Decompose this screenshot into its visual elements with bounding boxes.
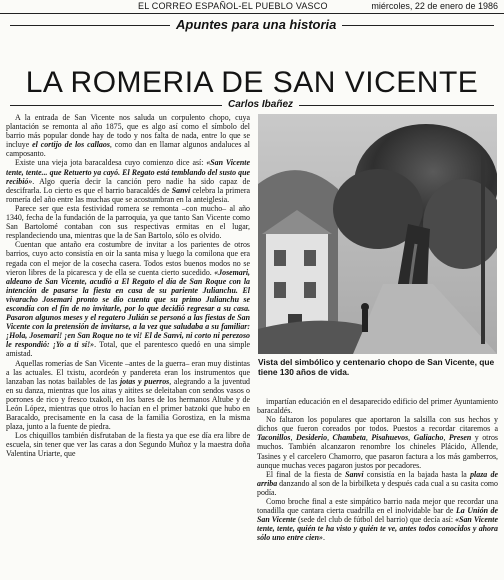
text-run: . — [322, 533, 325, 543]
text-run: , alegrando a la juventud en su danza, mientras que los aitas y aitites se deleitaban con sendos vasos o porrones de rico y fresco txakoli, en los bares de los hermanos Altube y de León López, mientras que otros lo hacían en el primer batzoki que hubo en Baracaldo, precisamente en la casa de la familia Gorostiza, en la misma plaza, junto a la fuente de piedra. — [6, 376, 250, 432]
italic-text-run: Sanvi — [171, 185, 191, 195]
italic-text-run: Desiderio — [295, 433, 328, 443]
article-paragraph — [6, 204, 250, 240]
text-run: consistía en la bajada hasta la — [363, 469, 471, 479]
text-run: Aquellas romerías de San Vicente –antes de la guerra– eran muy distintas a las actuales. El txistu, acordeón y pandereta eran los instrumentos que lanzaban las notas bailables de las — [6, 358, 250, 386]
text-run: , — [443, 433, 449, 443]
italic-text-run: Taconillos — [257, 433, 291, 443]
italic-text-run: Galiacho — [413, 433, 444, 443]
italic-text-run: «San Vicente tente, tente, quién te ha visto y quién te ve, antes todos conocidos y ahora sólo uno entre cien» — [257, 515, 498, 543]
italic-text-run: el cortijo de los callaos — [32, 140, 110, 150]
text-run: A la entrada de San Vicente nos saluda un corpulento chopo, cuya plantación se remonta al año 1875, que es algo así como el símbolo del barrio más popular donde hay de todo y nos falta de nada, entre lo que se incluye — [6, 113, 250, 150]
article-paragraph — [257, 397, 498, 415]
publication-name: EL CORREO ESPAÑOL-EL PUEBLO VASCO — [138, 1, 328, 11]
text-run: danzando al son de la birbilketa y después cada cual a su casita como podía. — [257, 478, 498, 497]
article-photo — [258, 114, 497, 354]
text-run: Cuentan que antaño era costumbre de invitar a los parientes de otros barrios, cuyo acto consistía en oir la santa misa y luego la comilona que era regada con el mejor de la cosecha casera. Todos estos buenos modos no se vieron libres de la picaresca y de ella se cuenta cierto sucedido. — [6, 240, 250, 277]
article-paragraph — [6, 113, 250, 158]
article-paragraph — [257, 497, 498, 542]
text-run: celebra la primera romería del año entre las muchas que se acostumbran en la anteiglesia. — [6, 185, 250, 204]
text-run: Como broche final a este simpático barrio nada mejor que recordar una tonadilla que cantara cierta cuadrilla en el inolvidable bar de — [257, 497, 498, 516]
section-bar — [10, 17, 494, 33]
text-run: impartían educación en el desaparecido edificio del primer Ayuntamiento baracaldés. — [257, 397, 498, 416]
photo-caption: Vista del simbólico y centenario chopo de San Vicente, que tiene 130 años de vida. — [258, 357, 495, 377]
newspaper-header — [0, 0, 504, 14]
publication-date: miércoles, 22 de enero de 1986 — [371, 1, 498, 11]
text-run: (sede del club de fútbol del barrio) que decía así: — [295, 515, 456, 525]
text-run: . Algo quería decir la canción pero nadie ha sido capaz de descifrarla. Lo cierto es que el barrio baracaldés de — [6, 176, 250, 195]
italic-text-run: jotas y puerros — [119, 376, 170, 386]
italic-text-run: Sanvi — [345, 469, 364, 479]
italic-text-run: plaza de arriba — [257, 469, 498, 488]
italic-text-run: «San Vicente tente, tente... que Retuerto ya cayó. El Regato está temblando del susto que recibió» — [6, 158, 250, 186]
article-body-right-column — [257, 397, 498, 580]
text-run: y otros muchos. También alcanzaron renombre los chineles Plácido, Allende, Tasines y el carcelero Chamorro, que pasaron factura a los más gamberros, aunque muchas veces pagaron justos por pecadores. — [257, 433, 498, 470]
text-run: Los chiquillos también disfrutaban de la fiesta ya que ese día era libre de escuela, sin tener que ver las caras a don Segundo Muñoz y la maestra doña Valentina Uriarte, que — [6, 431, 250, 459]
italic-text-run: Presen — [448, 433, 472, 443]
text-run: , — [290, 433, 296, 443]
byline-row — [10, 99, 494, 111]
italic-text-run: Chambeta — [332, 433, 366, 443]
article-paragraph — [257, 470, 498, 497]
text-run: , como dan en llamar algunos andaluces al camposanto. — [6, 140, 250, 159]
article-paragraph — [6, 359, 250, 432]
article-paragraph — [6, 158, 250, 203]
article-paragraph — [6, 240, 250, 358]
italic-text-run: La Unión de San Vicente — [257, 506, 498, 525]
article-byline: Carlos Ibañez — [222, 99, 299, 111]
poplar-tree-photo — [258, 114, 497, 354]
section-label: Apuntes para una historia — [170, 17, 342, 33]
text-run: El final de la fiesta de — [266, 469, 346, 479]
italic-text-run: «Josemari, aldeano de San Vicente, acudió a El Regato el día de San Roque con la intención de pasarse la fiesta en casa de su pariente Julianchu. El vivaracho Josemari pronto se dio cuenta que su primo Julianchu se escondía con el fin de no invitarle, por lo que decidió regresar a su casa. Pasaron algunos meses y el regatero Julián se personó a las fiestas de San Vicente con la pretensión de invitarse, a la vez que saludaba a su familiar: ¡Hola, Josemari! ¡en San Roque no te vi! El de Sanvi, ni corto ni perezoso le respondió: ¡Yo a ti sí!» — [6, 267, 250, 350]
italic-text-run: Pisahuevos — [371, 433, 409, 443]
article-body-left-column — [6, 113, 250, 580]
article-paragraph — [257, 415, 498, 470]
text-run: Parece ser que esta festividad romera se remonta –con mucho– al año 1340, fecha de la fundación de la parroquia, ya que tanto San Vicente como San Bartolomé contaban con sus respectivas ermitas en el lugar, resplandeciendo una, mientras que la de San Bartolo, sólo es olvido. — [6, 203, 250, 241]
text-run: . Total, que el parentesco quedó en una simple amistad. — [6, 340, 250, 359]
text-run: , — [327, 433, 333, 443]
article-paragraph — [6, 431, 250, 458]
text-run: , — [365, 433, 372, 443]
article-title: LA ROMERIA DE SAN VICENTE — [25, 66, 479, 99]
text-run: No faltaron los populares que aportaron la salsilla con sus hechos y dichos que fueron coreados por todos. Puestos a recordar citaremos a — [257, 415, 498, 434]
text-run: Existe una vieja jota baracaldesa cuyo comienzo dice así: — [15, 158, 207, 168]
text-run: , — [408, 433, 414, 443]
